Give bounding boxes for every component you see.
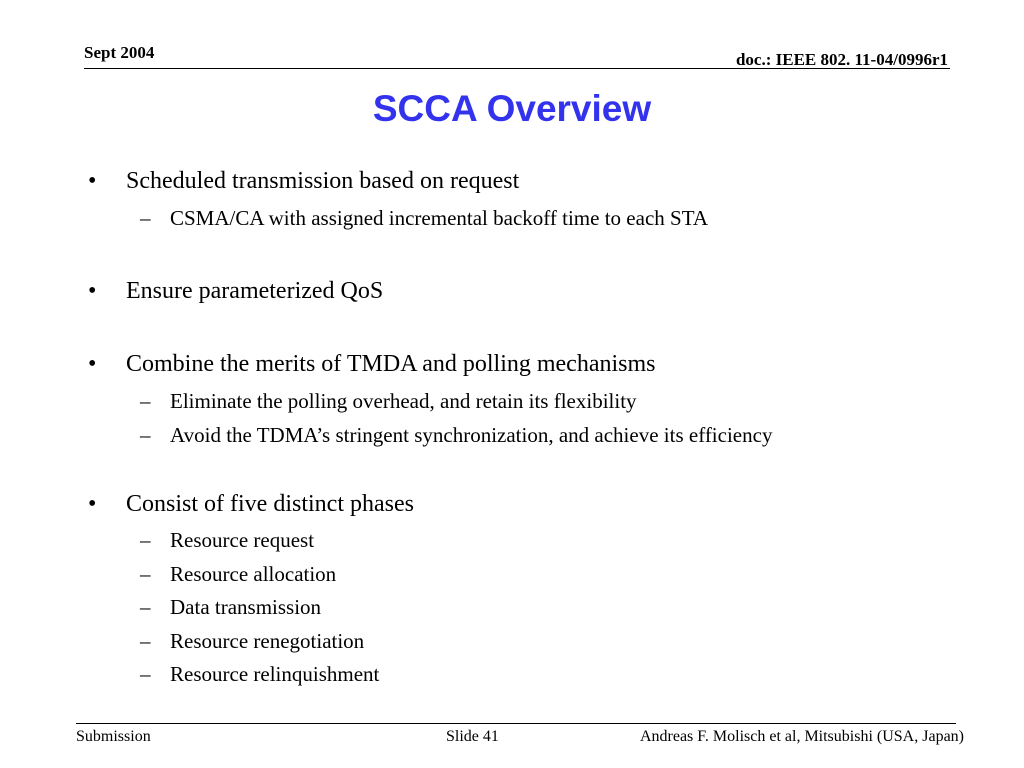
sub-bullet-marker: – bbox=[140, 562, 151, 586]
slide-title: SCCA Overview bbox=[372, 88, 652, 129]
bullet-marker: • bbox=[88, 168, 97, 194]
sub-bullet-marker: – bbox=[140, 629, 151, 653]
footer-slide-number: Slide 41 bbox=[446, 728, 499, 745]
bullet-item: Scheduled transmission based on request bbox=[126, 168, 520, 194]
sub-bullet-item: Resource renegotiation bbox=[170, 629, 365, 653]
bullet-marker: • bbox=[88, 278, 97, 304]
sub-bullet-marker: – bbox=[140, 528, 151, 552]
bullet-marker: • bbox=[88, 351, 97, 377]
footer-authors: Andreas F. Molisch et al, Mitsubishi (USA, Japan) bbox=[639, 728, 964, 745]
sub-bullet-marker: – bbox=[140, 206, 151, 230]
bullet-item: Combine the merits of TMDA and polling mechanisms bbox=[126, 351, 656, 377]
footer-submission: Submission bbox=[76, 728, 151, 745]
bullet-item: Consist of five distinct phases bbox=[126, 491, 414, 517]
sub-bullet-marker: – bbox=[140, 595, 151, 619]
header-doc-id: doc.: IEEE 802. 11-04/0996r1 bbox=[735, 50, 948, 69]
sub-bullet-item: Resource allocation bbox=[170, 562, 337, 586]
sub-bullet-item: Eliminate the polling overhead, and retain its flexibility bbox=[170, 389, 637, 413]
bullet-marker: • bbox=[88, 491, 97, 517]
header-date: Sept 2004 bbox=[84, 43, 155, 62]
sub-bullet-item: CSMA/CA with assigned incremental backoff time to each STA bbox=[170, 206, 709, 230]
sub-bullet-item: Avoid the TDMA’s stringent synchronization, and achieve its efficiency bbox=[170, 423, 773, 447]
footer-rule bbox=[76, 723, 956, 724]
sub-bullet-item: Resource relinquishment bbox=[170, 662, 380, 686]
sub-bullet-item: Resource request bbox=[170, 528, 315, 552]
sub-bullet-marker: – bbox=[140, 662, 151, 686]
sub-bullet-marker: – bbox=[140, 423, 151, 447]
sub-bullet-item: Data transmission bbox=[170, 595, 322, 619]
bullet-item: Ensure parameterized QoS bbox=[126, 278, 384, 304]
sub-bullet-marker: – bbox=[140, 389, 151, 413]
